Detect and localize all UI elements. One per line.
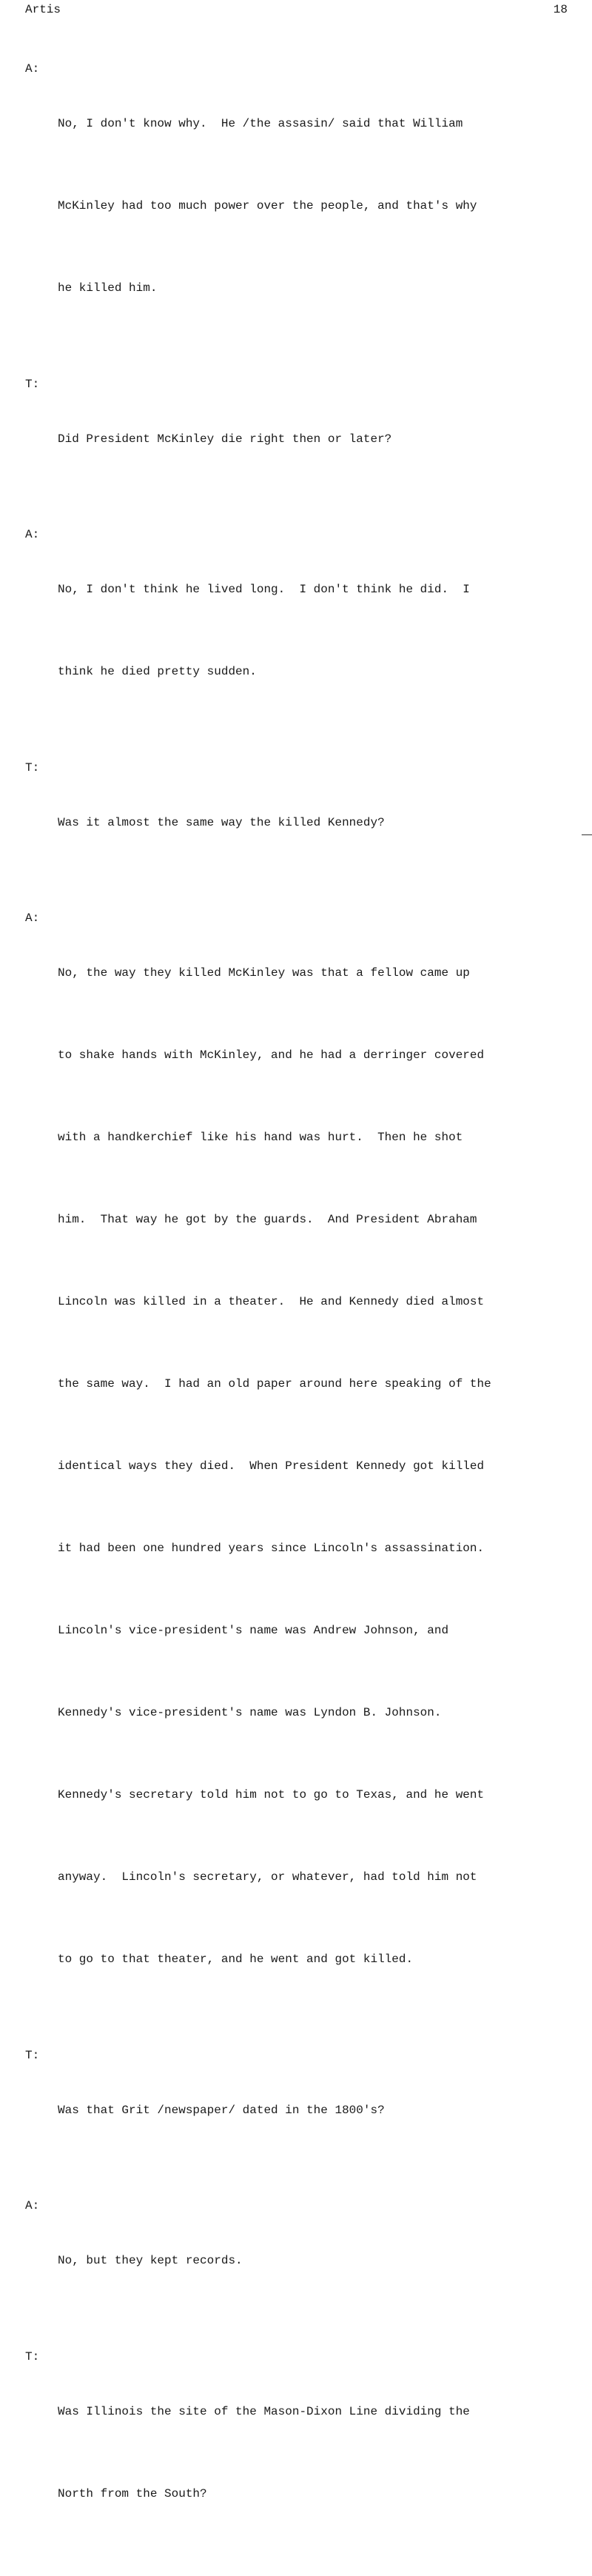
entry-text — [58, 2192, 573, 2329]
entry-text — [58, 56, 573, 357]
speaker-label: T: — [25, 377, 40, 391]
text-line: Lincoln was killed in a theater. He and Kennedy died almost — [58, 1295, 485, 1308]
transcript — [25, 56, 573, 2576]
entry-text — [58, 2344, 573, 2563]
text-line: No, I don't think he lived long. I don't think he did. I — [58, 583, 470, 596]
text-line: Did President McKinley die right then or later? — [58, 432, 392, 446]
entry-text — [58, 755, 573, 891]
text-line: McKinley had too much power over the people, and that's why — [58, 199, 477, 213]
speaker-label: T: — [25, 760, 40, 775]
text-line: to go to that theater, and he went and got killed. — [58, 1953, 414, 1966]
entry-text — [58, 905, 573, 2028]
entry-text — [58, 2042, 573, 2179]
text-line: No, the way they killed McKinley was that a fellow came up — [58, 966, 470, 980]
text-line: North from the South? — [58, 2486, 207, 2500]
text-line: he killed him. — [58, 281, 158, 295]
transcript-entry — [25, 521, 573, 740]
entry-text — [58, 521, 573, 740]
text-line: identical ways they died. When President Kennedy got killed — [58, 1459, 485, 1473]
text-line: with a handkerchief like his hand was hurt. Then he shot — [58, 1131, 463, 1144]
transcript-entry — [25, 371, 573, 508]
text-line: Kennedy's vice-president's name was Lyndon B. Johnson. — [58, 1706, 442, 1719]
speaker-label: T: — [25, 2349, 40, 2363]
text-line: think he died pretty sudden. — [58, 665, 257, 678]
transcript-entry — [25, 56, 573, 357]
speaker-label: A: — [25, 62, 40, 76]
text-line: Was Illinois the site of the Mason-Dixon Line dividing the — [58, 2404, 470, 2418]
text-line: Was it almost the same way the killed Kennedy? — [58, 815, 385, 829]
text-line: Was that Grit /newspaper/ dated in the 1800's? — [58, 2103, 385, 2117]
speaker-label: T: — [25, 2048, 40, 2062]
entry-text — [58, 371, 573, 508]
text-line: the same way. I had an old paper around here speaking of the — [58, 1377, 491, 1391]
text-line: him. That way he got by the guards. And President Abraham — [58, 1213, 477, 1226]
transcript-entry — [25, 2042, 573, 2179]
text-line: No, I don't know why. He /the assasin/ said that William — [58, 117, 463, 130]
page-number: 18 — [553, 3, 568, 16]
speaker-label: A: — [25, 911, 40, 925]
text-line: anyway. Lincoln's secretary, or whatever, had told him not — [58, 1870, 477, 1884]
margin-mark — [582, 834, 592, 835]
text-line: No, but they kept records. — [58, 2254, 243, 2267]
speaker-label: A: — [25, 2199, 40, 2212]
transcript-entry — [25, 2344, 573, 2563]
text-line: it had been one hundred years since Lincoln's assassination. — [58, 1542, 485, 1555]
header-name: Artis — [25, 3, 61, 16]
speaker-label: A: — [25, 528, 40, 541]
text-line: to shake hands with McKinley, and he had a derringer covered — [58, 1048, 485, 1062]
transcript-entry — [25, 2192, 573, 2329]
transcript-entry — [25, 905, 573, 2028]
transcript-entry — [25, 755, 573, 891]
text-line: Lincoln's vice-president's name was Andrew Johnson, and — [58, 1624, 449, 1637]
text-line: Kennedy's secretary told him not to go to Texas, and he went — [58, 1788, 485, 1801]
